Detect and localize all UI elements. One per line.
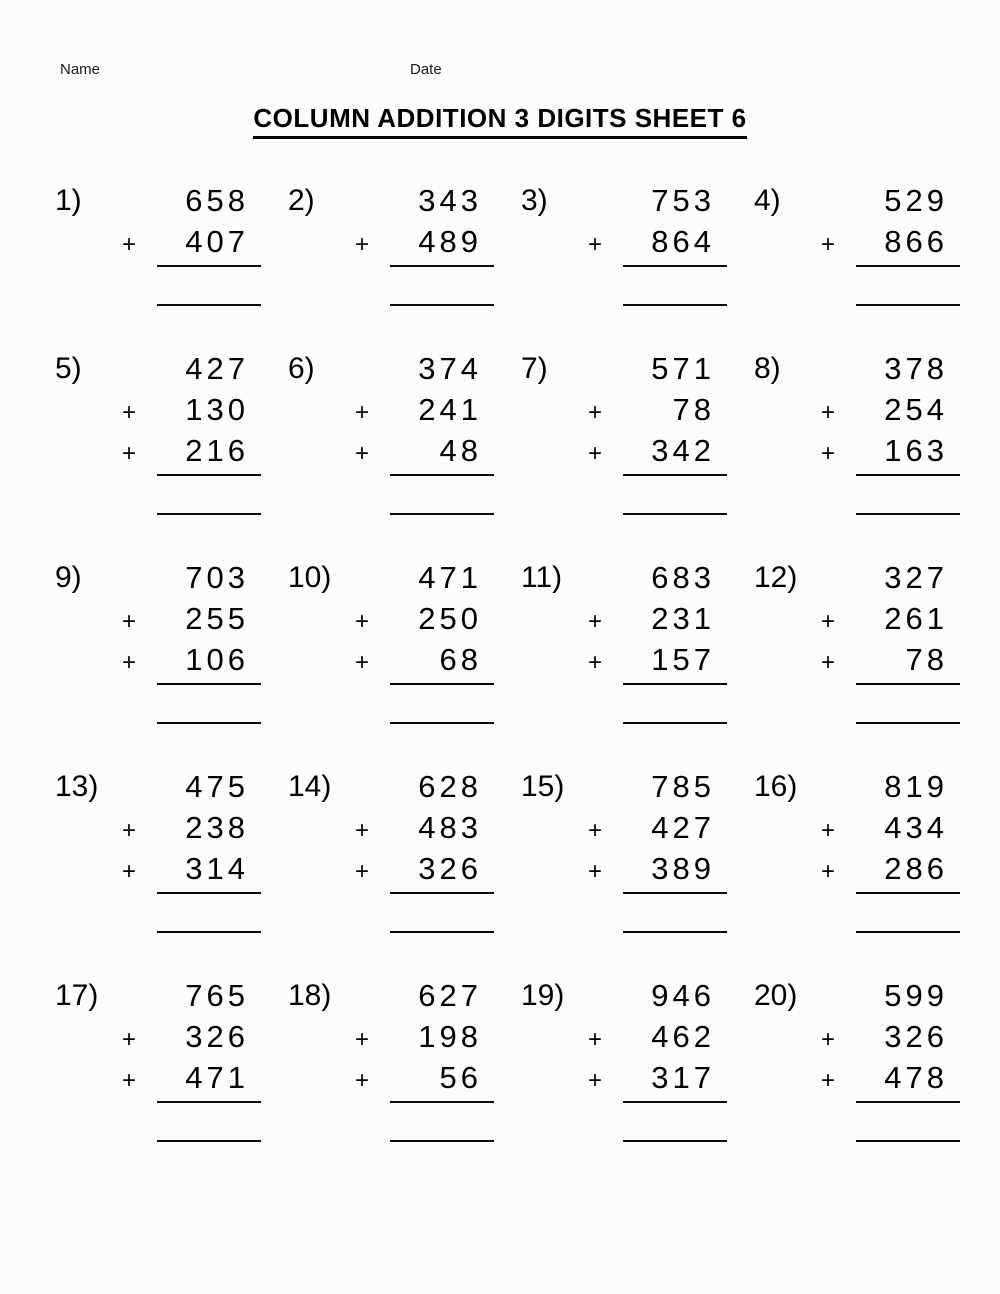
plus-sign: + xyxy=(820,858,835,885)
plus-sign: + xyxy=(820,231,835,258)
sum-line xyxy=(390,265,494,267)
sum-line xyxy=(623,683,727,685)
sum-line xyxy=(157,892,261,894)
addend-row xyxy=(113,639,263,680)
problem-number: 19) xyxy=(521,979,565,1012)
addend-row xyxy=(812,557,962,598)
problem-number: 4) xyxy=(754,184,781,217)
addend-value: 238 xyxy=(185,810,249,845)
sum-line xyxy=(623,892,727,894)
sum-line xyxy=(856,265,960,267)
addend-row xyxy=(579,430,729,471)
problem-14 xyxy=(288,766,521,933)
answer-line xyxy=(390,513,494,515)
plus-sign: + xyxy=(587,608,602,635)
addend-value: 342 xyxy=(651,433,715,468)
plus-sign: + xyxy=(587,858,602,885)
addend-value: 250 xyxy=(418,601,482,636)
addend-row xyxy=(812,848,962,889)
answer-line xyxy=(157,304,261,306)
problem-number: 13) xyxy=(55,770,99,803)
addend-value: 389 xyxy=(651,851,715,886)
problem-stack xyxy=(113,975,263,1142)
addend-row xyxy=(113,848,263,889)
addend-row xyxy=(812,975,962,1016)
addend-row xyxy=(346,598,496,639)
problem-17 xyxy=(55,975,288,1142)
addend-row xyxy=(812,389,962,430)
problem-stack xyxy=(346,975,496,1142)
addend-row xyxy=(812,180,962,221)
plus-sign: + xyxy=(354,817,369,844)
addend-value: 326 xyxy=(884,1019,948,1054)
addend-row xyxy=(812,1057,962,1098)
addend-value: 571 xyxy=(651,351,715,386)
addend-row xyxy=(113,180,263,221)
problem-number: 12) xyxy=(754,561,798,594)
addend-row xyxy=(346,1016,496,1057)
addend-row xyxy=(113,598,263,639)
addend-row xyxy=(579,639,729,680)
addend-value: 48 xyxy=(439,433,482,468)
sum-line xyxy=(157,265,261,267)
problem-15 xyxy=(521,766,754,933)
problem-stack xyxy=(113,557,263,724)
addend-row xyxy=(812,766,962,807)
addend-value: 255 xyxy=(185,601,249,636)
sum-line xyxy=(390,683,494,685)
plus-sign: + xyxy=(820,608,835,635)
answer-line xyxy=(623,931,727,933)
answer-line xyxy=(157,931,261,933)
addend-row xyxy=(113,766,263,807)
addend-value: 483 xyxy=(418,810,482,845)
addend-row xyxy=(579,1016,729,1057)
problem-number: 6) xyxy=(288,352,315,385)
addend-value: 326 xyxy=(185,1019,249,1054)
answer-line xyxy=(390,1140,494,1142)
addend-row xyxy=(113,807,263,848)
problem-stack xyxy=(113,766,263,933)
problem-13 xyxy=(55,766,288,933)
addend-value: 819 xyxy=(884,769,948,804)
plus-sign: + xyxy=(820,1067,835,1094)
problem-stack xyxy=(812,975,962,1142)
addend-value: 106 xyxy=(185,642,249,677)
plus-sign: + xyxy=(587,1067,602,1094)
plus-sign: + xyxy=(354,231,369,258)
addend-value: 427 xyxy=(185,351,249,386)
problem-20 xyxy=(754,975,987,1142)
problem-stack xyxy=(812,557,962,724)
problem-number: 16) xyxy=(754,770,798,803)
addend-value: 434 xyxy=(884,810,948,845)
problem-number: 5) xyxy=(55,352,82,385)
sum-line xyxy=(390,1101,494,1103)
addend-value: 529 xyxy=(884,183,948,218)
problem-stack xyxy=(812,348,962,515)
addend-row xyxy=(579,807,729,848)
problem-stack xyxy=(812,180,962,306)
addend-value: 475 xyxy=(185,769,249,804)
plus-sign: + xyxy=(121,231,136,258)
problem-4 xyxy=(754,180,987,306)
plus-sign: + xyxy=(820,649,835,676)
answer-line xyxy=(623,1140,727,1142)
addend-row xyxy=(346,848,496,889)
problem-9 xyxy=(55,557,288,724)
problem-3 xyxy=(521,180,754,306)
addend-value: 462 xyxy=(651,1019,715,1054)
plus-sign: + xyxy=(121,608,136,635)
addend-row xyxy=(346,348,496,389)
addend-row xyxy=(113,1016,263,1057)
addend-row xyxy=(113,430,263,471)
sum-line xyxy=(856,892,960,894)
addend-value: 627 xyxy=(418,978,482,1013)
plus-sign: + xyxy=(820,817,835,844)
plus-sign: + xyxy=(354,399,369,426)
answer-line xyxy=(856,304,960,306)
problems-grid xyxy=(55,180,987,1142)
addend-row xyxy=(579,1057,729,1098)
plus-sign: + xyxy=(587,1026,602,1053)
plus-sign: + xyxy=(820,440,835,467)
addend-value: 753 xyxy=(651,183,715,218)
addend-value: 864 xyxy=(651,224,715,259)
addend-row xyxy=(113,389,263,430)
plus-sign: + xyxy=(587,440,602,467)
name-label: Name xyxy=(60,61,101,78)
addend-row xyxy=(346,1057,496,1098)
addend-row xyxy=(346,639,496,680)
addend-value: 78 xyxy=(905,642,948,677)
addend-row xyxy=(346,807,496,848)
addend-row xyxy=(579,848,729,889)
problem-number: 2) xyxy=(288,184,315,217)
plus-sign: + xyxy=(121,1026,136,1053)
plus-sign: + xyxy=(121,440,136,467)
answer-line xyxy=(623,513,727,515)
addend-row xyxy=(579,975,729,1016)
addend-value: 314 xyxy=(185,851,249,886)
problem-stack xyxy=(579,557,729,724)
sum-line xyxy=(390,892,494,894)
plus-sign: + xyxy=(354,440,369,467)
addend-value: 327 xyxy=(884,560,948,595)
plus-sign: + xyxy=(587,817,602,844)
addend-value: 231 xyxy=(651,601,715,636)
sum-line xyxy=(856,1101,960,1103)
addend-row xyxy=(579,557,729,598)
problem-stack xyxy=(346,348,496,515)
addend-value: 866 xyxy=(884,224,948,259)
problem-number: 15) xyxy=(521,770,565,803)
addend-value: 130 xyxy=(185,392,249,427)
problem-1 xyxy=(55,180,288,306)
addend-value: 286 xyxy=(884,851,948,886)
addend-row xyxy=(346,430,496,471)
problem-7 xyxy=(521,348,754,515)
addend-value: 946 xyxy=(651,978,715,1013)
addend-value: 407 xyxy=(185,224,249,259)
sum-line xyxy=(856,474,960,476)
addend-row xyxy=(113,557,263,598)
answer-line xyxy=(390,931,494,933)
addend-value: 658 xyxy=(185,183,249,218)
addend-value: 374 xyxy=(418,351,482,386)
addend-value: 599 xyxy=(884,978,948,1013)
sum-line xyxy=(157,683,261,685)
problem-number: 18) xyxy=(288,979,332,1012)
problem-5 xyxy=(55,348,288,515)
sum-line xyxy=(623,265,727,267)
problem-8 xyxy=(754,348,987,515)
date-label: Date xyxy=(410,61,442,78)
problem-stack xyxy=(579,975,729,1142)
plus-sign: + xyxy=(587,231,602,258)
addend-value: 785 xyxy=(651,769,715,804)
addend-row xyxy=(113,975,263,1016)
addend-row xyxy=(579,598,729,639)
sum-line xyxy=(856,683,960,685)
answer-line xyxy=(157,1140,261,1142)
problem-stack xyxy=(113,348,263,515)
answer-line xyxy=(856,1140,960,1142)
addend-value: 254 xyxy=(884,392,948,427)
addend-row xyxy=(346,389,496,430)
addend-row xyxy=(812,639,962,680)
problem-number: 3) xyxy=(521,184,548,217)
addend-row xyxy=(812,430,962,471)
problem-16 xyxy=(754,766,987,933)
problem-number: 1) xyxy=(55,184,82,217)
answer-line xyxy=(856,513,960,515)
addend-row xyxy=(346,221,496,262)
plus-sign: + xyxy=(121,1067,136,1094)
sum-line xyxy=(157,474,261,476)
addend-value: 163 xyxy=(884,433,948,468)
answer-line xyxy=(856,931,960,933)
addend-row xyxy=(579,348,729,389)
problem-stack xyxy=(113,180,263,306)
addend-row xyxy=(579,766,729,807)
problem-18 xyxy=(288,975,521,1142)
addend-row xyxy=(579,221,729,262)
problem-stack xyxy=(812,766,962,933)
addend-row xyxy=(346,766,496,807)
addend-value: 378 xyxy=(884,351,948,386)
plus-sign: + xyxy=(121,399,136,426)
addend-row xyxy=(346,180,496,221)
sum-line xyxy=(157,1101,261,1103)
addend-value: 489 xyxy=(418,224,482,259)
plus-sign: + xyxy=(121,858,136,885)
plus-sign: + xyxy=(354,1067,369,1094)
addend-row xyxy=(812,221,962,262)
answer-line xyxy=(390,304,494,306)
problem-number: 17) xyxy=(55,979,99,1012)
problem-6 xyxy=(288,348,521,515)
addend-value: 68 xyxy=(439,642,482,677)
plus-sign: + xyxy=(587,649,602,676)
plus-sign: + xyxy=(354,1026,369,1053)
addend-value: 427 xyxy=(651,810,715,845)
plus-sign: + xyxy=(354,608,369,635)
plus-sign: + xyxy=(587,399,602,426)
answer-line xyxy=(856,722,960,724)
problem-number: 20) xyxy=(754,979,798,1012)
addend-row xyxy=(812,1016,962,1057)
addend-value: 343 xyxy=(418,183,482,218)
addend-value: 157 xyxy=(651,642,715,677)
addend-value: 478 xyxy=(884,1060,948,1095)
addend-row xyxy=(113,1057,263,1098)
answer-line xyxy=(623,304,727,306)
addend-value: 78 xyxy=(672,392,715,427)
problem-2 xyxy=(288,180,521,306)
problem-number: 10) xyxy=(288,561,332,594)
addend-row xyxy=(579,389,729,430)
addend-row xyxy=(346,975,496,1016)
addend-row xyxy=(579,180,729,221)
problem-19 xyxy=(521,975,754,1142)
addend-value: 471 xyxy=(185,1060,249,1095)
problem-number: 14) xyxy=(288,770,332,803)
problem-number: 9) xyxy=(55,561,82,594)
addend-value: 703 xyxy=(185,560,249,595)
addend-row xyxy=(812,807,962,848)
plus-sign: + xyxy=(121,817,136,844)
answer-line xyxy=(390,722,494,724)
addend-value: 317 xyxy=(651,1060,715,1095)
addend-value: 241 xyxy=(418,392,482,427)
problem-stack xyxy=(579,766,729,933)
problem-12 xyxy=(754,557,987,724)
sum-line xyxy=(623,474,727,476)
problem-10 xyxy=(288,557,521,724)
page-title: COLUMN ADDITION 3 DIGITS SHEET 6 xyxy=(253,103,746,139)
addend-value: 628 xyxy=(418,769,482,804)
answer-line xyxy=(157,513,261,515)
sum-line xyxy=(390,474,494,476)
plus-sign: + xyxy=(820,399,835,426)
addend-row xyxy=(812,348,962,389)
problem-number: 8) xyxy=(754,352,781,385)
addend-value: 216 xyxy=(185,433,249,468)
addend-value: 198 xyxy=(418,1019,482,1054)
problem-stack xyxy=(579,348,729,515)
addend-value: 261 xyxy=(884,601,948,636)
problem-number: 7) xyxy=(521,352,548,385)
problem-stack xyxy=(346,766,496,933)
problem-stack xyxy=(346,557,496,724)
plus-sign: + xyxy=(354,858,369,885)
plus-sign: + xyxy=(121,649,136,676)
plus-sign: + xyxy=(820,1026,835,1053)
problem-11 xyxy=(521,557,754,724)
title-row xyxy=(0,103,1000,139)
problem-stack xyxy=(579,180,729,306)
addend-row xyxy=(113,221,263,262)
addend-row xyxy=(346,557,496,598)
addend-row xyxy=(812,598,962,639)
addend-value: 326 xyxy=(418,851,482,886)
addend-value: 56 xyxy=(439,1060,482,1095)
answer-line xyxy=(623,722,727,724)
addend-value: 765 xyxy=(185,978,249,1013)
problem-number: 11) xyxy=(521,561,563,594)
problem-stack xyxy=(346,180,496,306)
addend-value: 471 xyxy=(418,560,482,595)
plus-sign: + xyxy=(354,649,369,676)
addend-value: 683 xyxy=(651,560,715,595)
addend-row xyxy=(113,348,263,389)
sum-line xyxy=(623,1101,727,1103)
answer-line xyxy=(157,722,261,724)
